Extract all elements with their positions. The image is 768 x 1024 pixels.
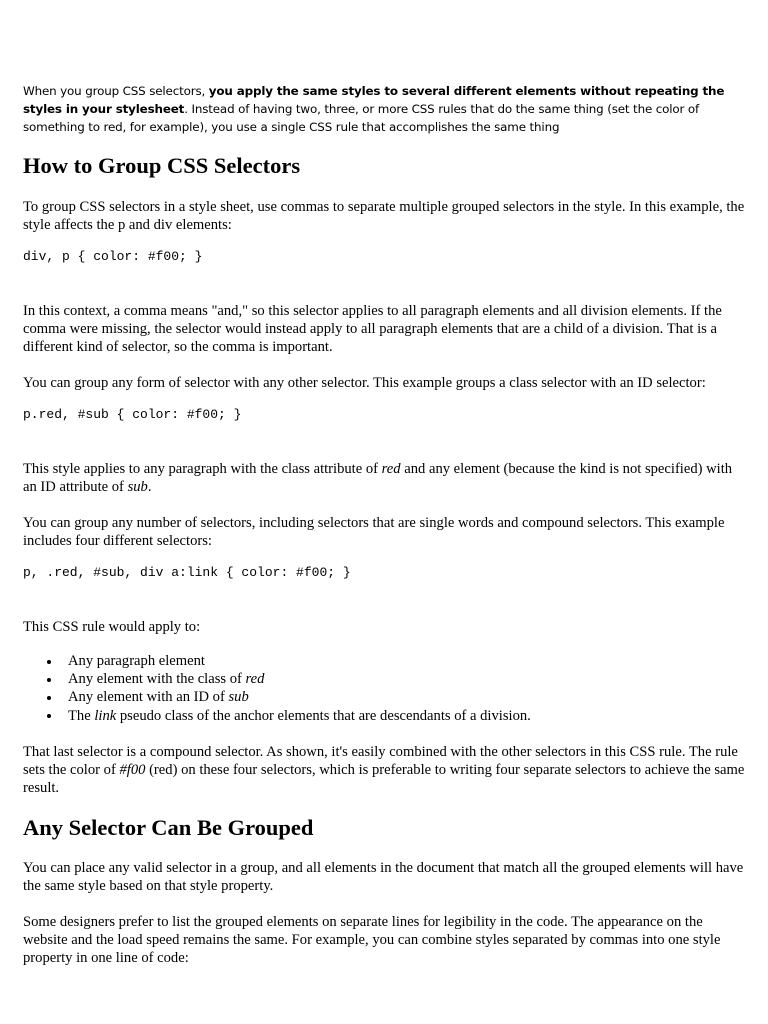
code-sample: p.red, #sub { color: #f00; } <box>23 407 242 422</box>
list-item: Any element with an ID of sub <box>23 688 531 706</box>
bullet-list <box>23 652 531 725</box>
paragraph: Some designers prefer to list the grouped elements on separate lines for legibility in the code. The appearance on the website and the load speed remains the same. For example, you can combine styles separated by commas into one style property in one line of code: <box>23 914 721 966</box>
paragraph: That last selector is a compound selector. As shown, it's easily combined with the other selectors in this CSS rule. The rule sets the color of #f00 (red) on these four selectors, which is preferable to writing four separate selectors to achieve the same result. <box>23 744 745 796</box>
paragraph: This CSS rule would apply to: <box>23 619 201 635</box>
intro-bold-text: you apply the same styles to several different elements without repeating the styles in your stylesheet <box>23 84 725 116</box>
paragraph: To group CSS selectors in a style sheet, use commas to separate multiple grouped selectors in the style. In this example, the style affects the p and div elements: <box>23 199 745 233</box>
section-heading-how-to-group: How to Group CSS Selectors <box>23 153 301 178</box>
code-sample: p, .red, #sub, div a:link { color: #f00; } <box>23 565 351 580</box>
list-item: Any paragraph element <box>23 652 531 670</box>
intro-text-continued: . Instead of having two, three, or more CSS rules that do the same thing (set the color of something to red, for example), you use a single CSS rule that accomplishes the same thing <box>23 102 700 134</box>
paragraph: This style applies to any paragraph with the class attribute of red and any element (because the kind is not specified) with an ID attribute of sub. <box>23 461 733 495</box>
intro-text: When you group CSS selectors, <box>23 84 209 98</box>
paragraph: You can group any number of selectors, including selectors that are single words and compound selectors. This example includes four different selectors: <box>23 515 725 549</box>
code-sample: div, p { color: #f00; } <box>23 249 203 264</box>
list-item: Any element with the class of red <box>23 670 531 688</box>
intro-paragraph <box>23 82 748 136</box>
paragraph: You can place any valid selector in a group, and all elements in the document that match all the grouped elements will have the same style based on that style property. <box>23 860 744 894</box>
paragraph: You can group any form of selector with any other selector. This example groups a class selector with an ID selector: <box>23 375 706 391</box>
paragraph: In this context, a comma means "and," so this selector applies to all paragraph elements and all division elements. If the comma were missing, the selector would instead apply to all paragraph elements that are a child of a division. That is a different kind of selector, so the comma is important. <box>23 303 722 355</box>
list-item: The link pseudo class of the anchor elements that are descendants of a division. <box>23 707 531 725</box>
section-heading-any-selector: Any Selector Can Be Grouped <box>23 815 314 840</box>
